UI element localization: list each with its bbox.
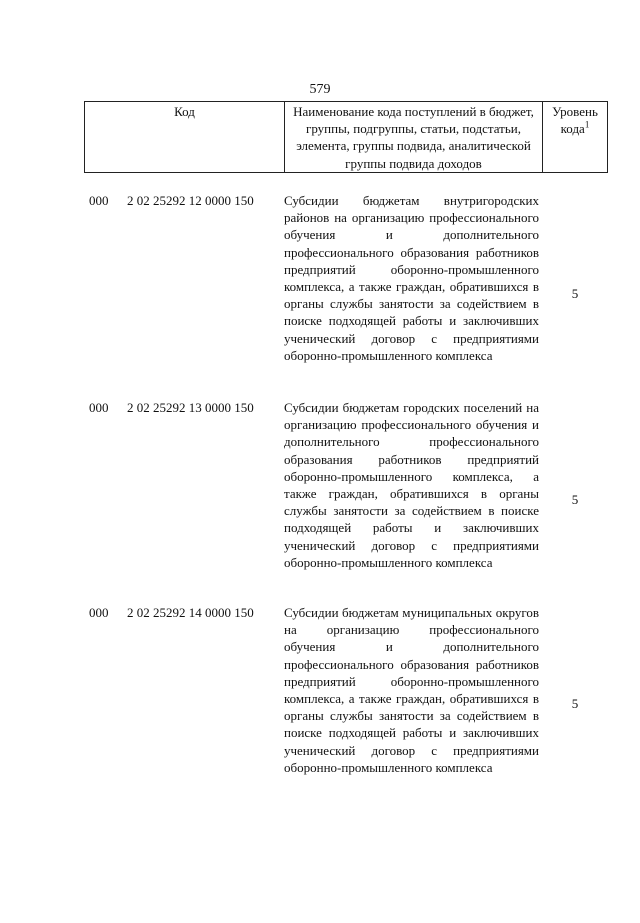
admin-code: 000 [89, 193, 109, 208]
code-level: 5 [571, 696, 579, 711]
table-header [84, 101, 608, 173]
revenue-code: 2 02 25292 14 0000 150 [127, 605, 254, 620]
revenue-name: Субсидии бюджетам муниципальных округов на организацию профессионального обучения и дополнительного профессионального образования работников предприятий оборонно-промышленного комплекса, а также граждан, обратившихся в органы службы занятости за содействием в поиске подходящей работы и заключивших ученический договор с предприятиями оборонно-промышленного комплекса [284, 605, 539, 775]
revenue-name: Субсидии бюджетам городских поселений на организацию профессионального обучения и дополнительного профессионального образования работников предприятий оборонно-промышленного комплекса, а также граждан, обратившихся в органы службы занятости за содействием в поиске подходящей работы и заключивших ученический договор с предприятиями оборонно-промышленного комплекса [284, 400, 539, 570]
header-level [543, 102, 608, 173]
revenue-code: 2 02 25292 13 0000 150 [127, 400, 254, 415]
header-name: Наименование кода поступлений в бюджет, группы, подгруппы, статьи, подстатьи, элемента, группы подвида, аналитической группы подвида доходов [285, 102, 543, 173]
footnote-marker: 1 [584, 119, 590, 130]
code-level: 5 [571, 492, 579, 507]
admin-code: 000 [89, 400, 109, 415]
admin-code: 000 [89, 605, 109, 620]
header-code: Код [85, 102, 285, 173]
revenue-name: Субсидии бюджетам внутригородских районов на организацию профессионального обучения и дополнительного профессионального образования работников предприятий оборонно-промышленного комплекса, а также граждан, обратившихся в органы службы занятости за содействием в поиске подходящей работы и заключивших ученический договор с предприятиями оборонно-промышленного комплекса [284, 193, 539, 363]
code-level: 5 [571, 286, 579, 301]
page-number: 579 [309, 82, 331, 97]
revenue-code: 2 02 25292 12 0000 150 [127, 193, 254, 208]
header-level-label: Уровень кода [552, 104, 598, 137]
